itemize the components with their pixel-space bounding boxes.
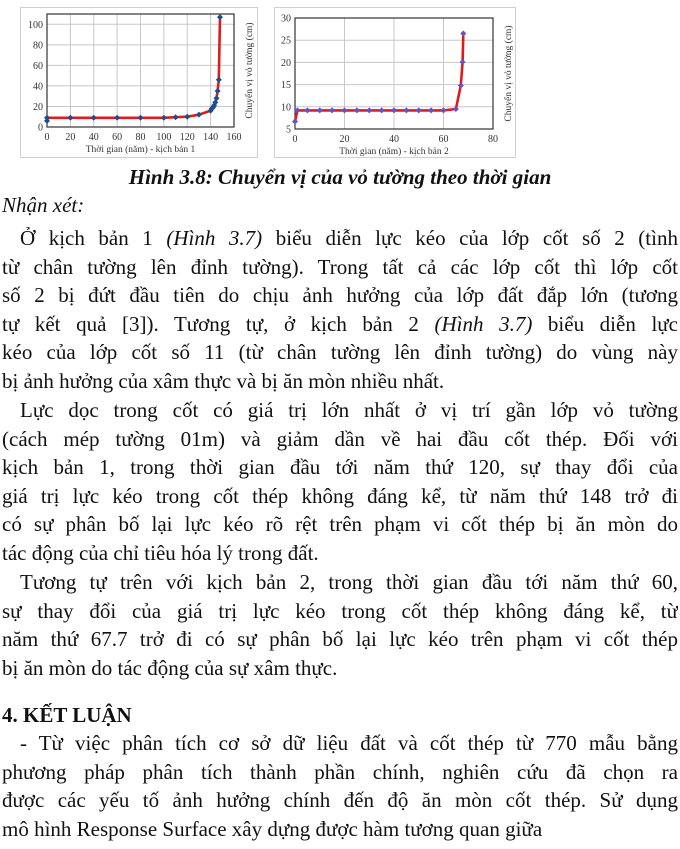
x-tick-label: 0 xyxy=(292,134,298,145)
data-point-marker xyxy=(366,107,372,113)
chart-scenario-1-plot xyxy=(21,8,257,157)
data-point-marker xyxy=(416,107,422,113)
series-line xyxy=(47,17,220,121)
y-tick-label: 20 xyxy=(281,57,291,69)
data-point-marker xyxy=(292,118,298,124)
data-point-marker xyxy=(304,107,310,113)
text-line: phương pháp phân tích thành phần chính, nghiên cứu đã chọn ra xyxy=(2,759,678,784)
section-heading-conclusion: 4. KẾT LUẬN xyxy=(2,703,132,727)
text-line: mô hình Response Surface xây dựng được hàm tương quan giữa xyxy=(2,816,543,841)
y-tick-label: 15 xyxy=(281,80,291,92)
text-line: tác động của chỉ tiêu hóa lý trong đất. xyxy=(2,540,319,565)
y-tick-label: 30 xyxy=(281,13,291,25)
y-tick-label: 5 xyxy=(286,124,291,136)
paragraph-scenario-2 xyxy=(2,568,678,682)
data-point-marker xyxy=(391,107,397,113)
y-tick-label: 40 xyxy=(33,81,43,93)
data-point-marker xyxy=(329,107,335,113)
chart-scenario-1 xyxy=(20,7,258,158)
x-tick-label: 40 xyxy=(389,134,399,145)
data-point-marker xyxy=(458,82,464,88)
y-tick-label: 20 xyxy=(33,101,43,113)
data-point-marker xyxy=(44,115,50,121)
paragraph-axial-force xyxy=(2,396,678,568)
paragraph-conclusion xyxy=(2,729,678,843)
remark-label: Nhận xét: xyxy=(2,193,85,217)
y-tick-label: 100 xyxy=(28,19,43,31)
x-tick-label: 80 xyxy=(488,134,498,145)
figure-3-8 xyxy=(0,0,680,162)
text-line: sự thay đổi của giá trị lực kéo trong cốt thép không đáng kể, từ xyxy=(2,598,678,623)
data-point-marker xyxy=(403,107,409,113)
text-line: Lực dọc trong cốt có giá trị lớn nhất ở vị trí gần lớp vỏ tường xyxy=(20,398,678,422)
x-tick-label: 40 xyxy=(88,132,99,143)
text-line: tự kết quả [3]). Tương tự, ở kịch bản 2 (Hình 3.7) biểu diễn lực xyxy=(2,311,678,336)
data-point-marker xyxy=(173,114,179,120)
x-tick-label: 60 xyxy=(438,134,449,145)
data-point-marker xyxy=(441,107,447,113)
x-tick-label: 140 xyxy=(203,132,219,143)
data-point-marker xyxy=(215,88,221,94)
text-line: kéo của lớp cốt số 11 (từ chân tường lên đỉnh tường) do vùng này xyxy=(2,340,678,365)
x-axis-label: Thời gian (năm) - kịch bản 2 xyxy=(339,147,449,157)
text-line: kịch bản 1, trong thời gian đầu tới năm thứ 120, sự thay đổi của xyxy=(2,455,678,480)
x-tick-label: 0 xyxy=(44,132,50,143)
y-axis-label: Chuyển vị vỏ tường (cm) xyxy=(504,25,514,122)
text-line: Tương tự trên với kịch bản 2, trong thời gian đầu tới năm thứ 60, xyxy=(20,570,678,594)
x-tick-label: 20 xyxy=(65,132,76,143)
data-point-marker xyxy=(216,77,222,83)
data-point-marker xyxy=(354,107,360,113)
x-tick-label: 120 xyxy=(179,132,195,143)
figure-caption: Hình 3.8: Chuyển vị của vỏ tường theo thời gian xyxy=(128,165,552,189)
data-point-marker xyxy=(428,107,434,113)
chart-scenario-2-plot xyxy=(275,8,515,157)
text-line: bị ăn mòn do tác động của sự xâm thực. xyxy=(2,655,338,680)
text-line: được các yếu tố ảnh hưởng chính đến độ ăn mòn cốt thép. Sử dụng xyxy=(2,788,678,813)
x-axis-label: Thời gian (năm) - kịch bản 1 xyxy=(85,145,196,155)
data-point-marker xyxy=(460,59,466,65)
x-tick-label: 20 xyxy=(339,134,350,145)
y-tick-label: 0 xyxy=(38,122,43,134)
x-tick-label: 60 xyxy=(112,132,123,143)
x-tick-label: 160 xyxy=(226,132,242,143)
data-point-marker xyxy=(161,115,167,121)
y-tick-label: 25 xyxy=(281,35,291,47)
data-point-marker xyxy=(217,14,223,20)
text-line: số 2 bị đứt đầu tiên do chịu ảnh hưởng của lớp đất đắp lớn (tương xyxy=(2,283,678,308)
text-line: từ chân tường lên đỉnh tường). Trong tất cả các lớp cốt thì lớp cốt xyxy=(2,254,678,279)
text-line: năm thứ 67.7 trở đi có sự phân bố lại lực kéo trên phạm vi cốt thép xyxy=(2,627,678,652)
data-point-marker xyxy=(379,107,385,113)
text-line: Ở kịch bản 1 (Hình 3.7) biểu diễn lực kéo của lớp cốt số 2 (tình xyxy=(20,226,678,250)
data-point-marker xyxy=(196,112,202,118)
data-point-marker xyxy=(91,115,97,121)
paragraph-scenario-1 xyxy=(2,224,678,396)
y-tick-label: 60 xyxy=(33,60,43,72)
text-line: giá trị lực kéo trong cốt thép không đáng kể, từ năm thứ 148 trở đi xyxy=(2,483,678,508)
y-tick-label: 10 xyxy=(281,102,291,114)
data-point-marker xyxy=(67,115,73,121)
y-axis-label: Chuyển vị vỏ tường (cm) xyxy=(245,22,255,119)
data-point-marker xyxy=(342,107,348,113)
data-point-marker xyxy=(138,115,144,121)
y-tick-label: 80 xyxy=(33,40,43,52)
data-point-marker xyxy=(184,114,190,120)
text-line: - Từ việc phân tích cơ sở dữ liệu đất và cốt thép từ 770 mẫu bằng xyxy=(20,731,678,755)
x-tick-label: 80 xyxy=(135,132,146,143)
text-line: bị ảnh hưởng của xâm thực và bị ăn mòn nhiều nhất. xyxy=(2,368,445,393)
x-tick-label: 100 xyxy=(156,132,172,143)
grid-lines xyxy=(47,14,234,127)
text-line: (cách mép tường 01m) và giảm dần về hai đầu cốt thép. Đối với xyxy=(2,426,678,451)
data-point-marker xyxy=(114,115,120,121)
data-point-marker xyxy=(317,107,323,113)
data-point-marker xyxy=(460,31,466,37)
text-line: có sự phân bố lại lực kéo rõ rệt trên phạm vi cốt thép bị ăn mòn do xyxy=(2,512,678,537)
chart-scenario-2 xyxy=(274,7,516,158)
